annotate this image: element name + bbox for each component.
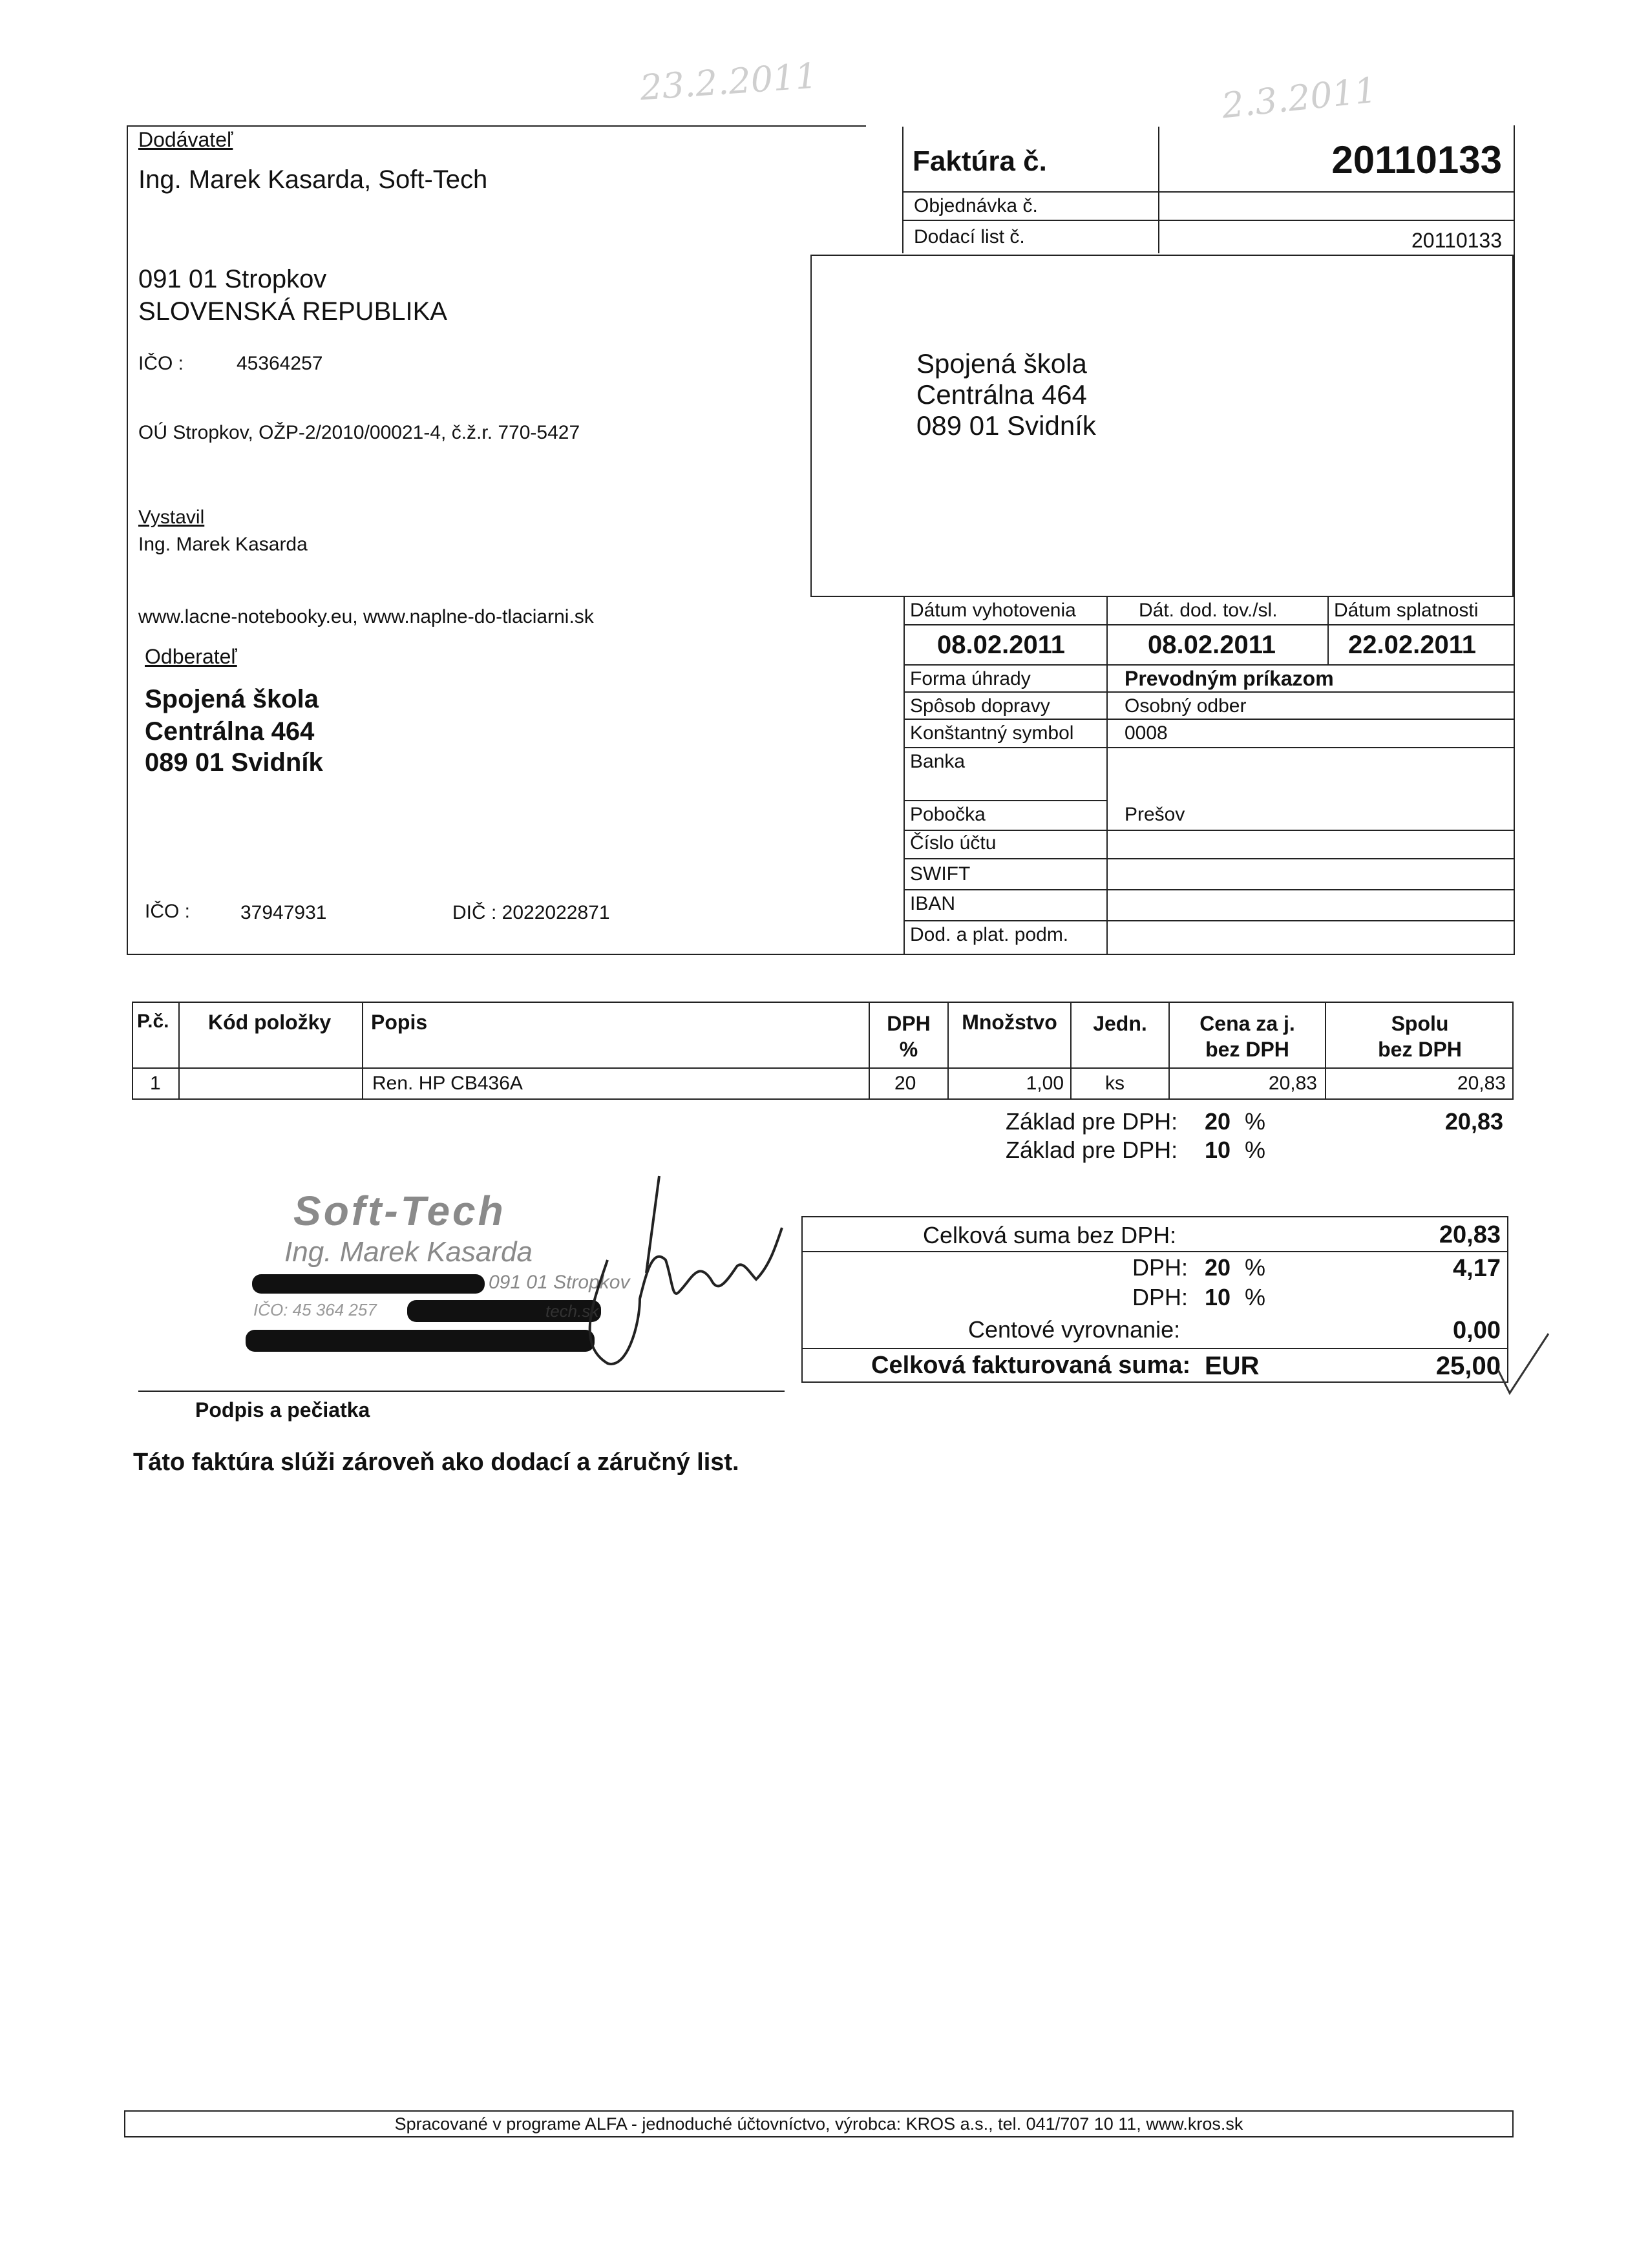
col-total-sub: bez DPH [1378, 1038, 1462, 1061]
grid-h-account [903, 830, 1514, 831]
col-unit: Jedn. [1093, 1012, 1147, 1035]
row-desc: Ren. HP CB436A [372, 1073, 523, 1094]
row-total: 20,83 [1457, 1073, 1506, 1094]
signature [543, 1170, 814, 1376]
window-line2: Centrálna 464 [916, 379, 1087, 410]
stamp-line4: IČO: 45 364 257 [253, 1300, 377, 1319]
window-line1: Spojená škola [916, 348, 1087, 379]
supplier-web: www.lacne-notebooky.eu, www.naplne-do-tlaciarni.sk [138, 606, 594, 627]
order-label: Objednávka č. [914, 195, 1038, 216]
vat-base-pct-1: % [1245, 1108, 1266, 1135]
grid-h-method [903, 664, 1514, 666]
stamp-line3: 091 01 Stropkov [489, 1272, 630, 1293]
swift-label: SWIFT [910, 863, 971, 885]
terms-label: Dod. a plat. podm. [910, 924, 1069, 945]
grid-h-dates [903, 624, 1514, 625]
customer-line3: 089 01 Svidník [145, 748, 323, 777]
supplier-registration: OÚ Stropkov, OŽP-2/2010/00021-4, č.ž.r. 770-5427 [138, 422, 580, 443]
checkmark-icon [1494, 1331, 1552, 1396]
vat-label-1: DPH: [1132, 1254, 1188, 1281]
redaction-bar-3 [246, 1330, 595, 1352]
col-vat-pct: % [899, 1038, 918, 1061]
totals-h1 [801, 1251, 1508, 1252]
supplier-name: Ing. Marek Kasarda, Soft-Tech [138, 165, 488, 194]
customer-label: Odberateľ [145, 645, 237, 668]
grid-left [903, 597, 905, 955]
payment-method-label: Forma úhrady [910, 668, 1031, 689]
supplier-city: 091 01 Stropkov [138, 265, 327, 293]
frame-bottom [127, 954, 1515, 955]
vat-base-value-1: 20,83 [1444, 1108, 1503, 1135]
delivery-date: 08.02.2011 [1148, 631, 1276, 659]
frame-right [1514, 125, 1515, 955]
vat-value-1: 4,17 [1453, 1255, 1501, 1282]
vat-base-rate-2: 10 [1205, 1137, 1231, 1163]
items-v2 [362, 1002, 363, 1100]
rounding-value: 0,00 [1453, 1317, 1501, 1344]
col-no: P.č. [137, 1011, 169, 1032]
const-symbol: 0008 [1125, 722, 1168, 744]
due-date-label: Dátum splatnosti [1334, 600, 1479, 621]
stamp-line1: Soft-Tech [293, 1188, 506, 1234]
invoice-number: 20110133 [1331, 138, 1502, 182]
supplier-ico: 45364257 [237, 353, 323, 374]
redaction-bar-1 [252, 1274, 485, 1294]
invoice-note: Táto faktúra slúži zároveň ako dodací a záručný list. [133, 1449, 739, 1476]
col-price: Cena za j. [1199, 1012, 1295, 1035]
stamp-line5: tech.sk [545, 1301, 599, 1321]
col-vat: DPH [887, 1012, 931, 1035]
customer-dic: DIČ : 2022022871 [452, 902, 610, 923]
customer-ico-label: IČO : [145, 901, 191, 922]
supplier-label: Dodávateľ [138, 128, 233, 151]
grid-h-bank [903, 747, 1514, 748]
vat-base-pct-2: % [1245, 1137, 1266, 1163]
col-desc: Popis [371, 1011, 428, 1034]
grid-col-due [1327, 597, 1329, 666]
rounding-label: Centové vyrovnanie: [968, 1316, 1181, 1343]
signature-label: Podpis a pečiatka [195, 1398, 370, 1422]
transport: Osobný odber [1125, 695, 1247, 717]
row-no: 1 [150, 1073, 161, 1094]
payment-method: Prevodným príkazom [1125, 667, 1334, 690]
supplier-ico-label: IČO : [138, 353, 184, 374]
subtotal-value: 20,83 [1439, 1221, 1501, 1248]
window-line3: 089 01 Svidník [916, 410, 1096, 441]
vat-rate-1: 20 [1205, 1254, 1231, 1281]
issued-by-label: Vystavil [138, 507, 205, 528]
invoice-box-mid [1158, 127, 1159, 253]
col-qty: Množstvo [962, 1011, 1057, 1034]
issue-date: 08.02.2011 [937, 631, 1065, 659]
invoice-box-h1 [902, 191, 1514, 193]
grid-h-swift [903, 858, 1514, 859]
grand-total-label: Celková fakturovaná suma: [871, 1352, 1191, 1379]
issue-date-label: Dátum vyhotovenia [910, 600, 1076, 621]
items-v1 [178, 1002, 180, 1100]
row-price: 20,83 [1268, 1073, 1317, 1094]
stamp-line2: Ing. Marek Kasarda [284, 1236, 533, 1268]
customer-ico: 37947931 [240, 902, 327, 923]
col-total: Spolu [1391, 1012, 1449, 1035]
handwritten-date-right: 2.3.2011 [1220, 69, 1379, 127]
const-symbol-label: Konštantný symbol [910, 722, 1074, 744]
bank-label: Banka [910, 751, 966, 772]
frame-left [127, 125, 128, 955]
grid-h-transport [903, 691, 1514, 693]
due-date: 22.02.2011 [1348, 631, 1476, 659]
subtotal-label: Celková suma bez DPH: [923, 1222, 1177, 1248]
items-h-header [132, 1067, 1514, 1069]
supplier-country: SLOVENSKÁ REPUBLIKA [138, 297, 447, 326]
grid-h-iban [903, 889, 1514, 890]
col-code: Kód položky [208, 1011, 332, 1034]
transport-label: Spôsob dopravy [910, 695, 1050, 717]
vat-base-label-1: Základ pre DPH: [1006, 1108, 1178, 1135]
footer-text: Spracované v programe ALFA - jednoduché účtovníctvo, výrobca: KROS a.s., tel. 041/707 10 11, www.kros.sk [394, 2114, 1243, 2134]
customer-line1: Spojená škola [145, 685, 319, 713]
row-qty: 1,00 [1026, 1073, 1064, 1094]
grid-h-branch [903, 800, 1106, 801]
grid-h-const [903, 719, 1514, 720]
issued-by: Ing. Marek Kasarda [138, 534, 308, 555]
invoice-label: Faktúra č. [913, 145, 1047, 177]
signature-line [138, 1391, 785, 1392]
customer-line2: Centrálna 464 [145, 717, 315, 746]
delivery-note-number: 20110133 [1411, 229, 1502, 252]
grand-total-currency: EUR [1205, 1352, 1260, 1380]
delivery-note-label: Dodací list č. [914, 226, 1025, 247]
vat-base-rate-1: 20 [1205, 1108, 1231, 1135]
invoice-box-left [902, 127, 903, 253]
branch-label: Pobočka [910, 804, 986, 825]
row-vat: 20 [894, 1073, 916, 1094]
delivery-date-label: Dát. dod. tov./sl. [1139, 600, 1278, 621]
account-label: Číslo účtu [910, 832, 997, 854]
vat-rate-2: 10 [1205, 1284, 1231, 1310]
iban-label: IBAN [910, 893, 956, 914]
vat-base-label-2: Základ pre DPH: [1006, 1137, 1178, 1163]
grand-total-value: 25,00 [1435, 1352, 1501, 1380]
invoice-box-h2 [902, 220, 1514, 221]
vat-pct-2: % [1245, 1284, 1266, 1310]
row-unit: ks [1105, 1073, 1125, 1094]
branch: Prešov [1125, 804, 1185, 825]
col-price-sub: bez DPH [1205, 1038, 1289, 1061]
totals-h2 [801, 1348, 1508, 1349]
frame-top [127, 125, 866, 127]
grid-col-payment [1106, 597, 1108, 955]
handwritten-date-left: 23.2.2011 [639, 55, 819, 109]
grid-h-terms [903, 920, 1514, 921]
vat-label-2: DPH: [1132, 1284, 1188, 1310]
vat-pct-1: % [1245, 1254, 1266, 1281]
